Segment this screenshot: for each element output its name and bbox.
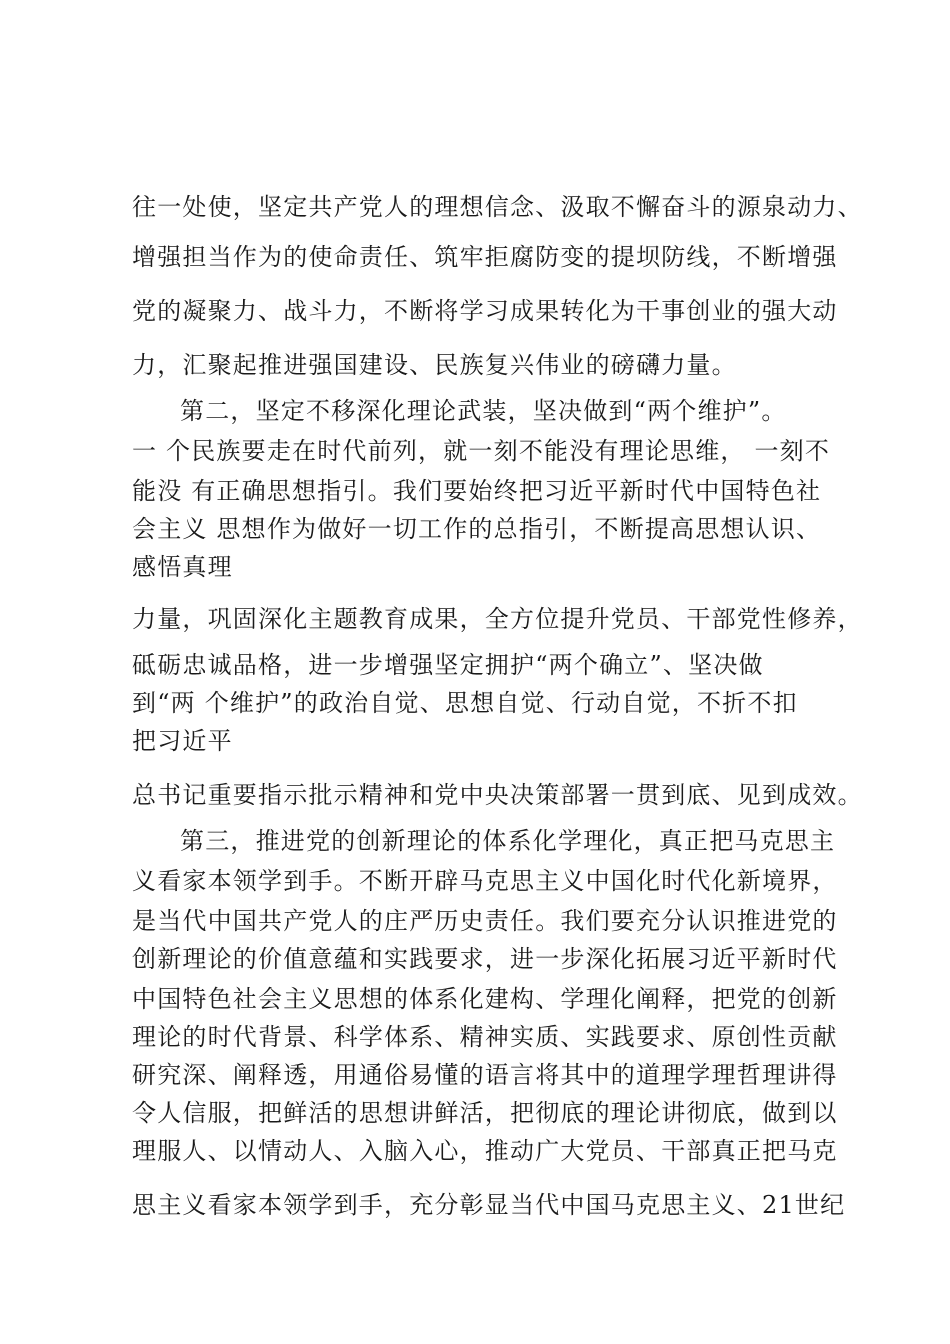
text-line: 义看家本领学到手。不断开辟马克思主义中国化时代化新境界， [132,867,838,895]
text-line: 是当代中国共产党人的庄严历史责任。我们要充分认识推进党的 [132,907,838,935]
text-line: 令人信服，把鲜活的思想讲鲜活，把彻底的理论讲彻底，做到以 [132,1099,838,1127]
text-line: 党的凝聚力、战斗力，不断将学习成果转化为干事创业的强大动 [132,297,838,325]
text-line: 把习近平 [132,727,233,755]
text-line: 思主义看家本领学到手，充分彰显当代中国马克思主义、21世纪 [132,1191,846,1219]
text-line: 增强担当作为的使命责任、筑牢拒腐防变的提坝防线，不断增强 [132,243,838,271]
text-line: 一 个民族要走在时代前列，就一刻不能没有理论思维， 一刻不 [132,437,831,465]
text-line: 创新理论的价值意蕴和实践要求，进一步深化拓展习近平新时代 [132,945,838,973]
text-line: 感悟真理 [132,553,233,581]
text-line: 总书记重要指示批示精神和党中央决策部署一贯到底、见到成效。 [132,781,863,809]
text-line: 往一处使，坚定共产党人的理想信念、汲取不懈奋斗的源泉动力、 [132,193,863,221]
text-line: 中国特色社会主义思想的体系化建构、学理化阐释，把党的创新 [132,985,838,1013]
text-line: 理服人、以情动人、入脑入心，推动广大党员、干部真正把马克 [132,1137,838,1165]
text-line: 能没 有正确思想指引。我们要始终把习近平新时代中国特色社 [132,477,822,505]
text-line: 到“两 个维护”的政治自觉、思想自觉、行动自觉，不折不扣 [132,689,798,717]
text-line: 力，汇聚起推进强国建设、民族复兴伟业的磅礴力量。 [132,351,737,379]
text-line: 研究深、阐释透，用通俗易懂的语言将其中的道理学理哲理讲得 [132,1061,838,1089]
paragraph-heading: 第二，坚定不移深化理论武装，坚决做到“两个维护”。 [180,397,787,425]
text-line: 力量，巩固深化主题教育成果，全方位提升党员、干部党性修养， [132,605,863,633]
text-line: 砥砺忠诚品格，进一步增强坚定拥护“两个确立”、坚决做 [132,651,764,679]
text-line: 理论的时代背景、科学体系、精神实质、实践要求、原创性贡献 [132,1023,838,1051]
paragraph-heading: 第三，推进党的创新理论的体系化学理化，真正把马克思主 [180,827,836,855]
text-line: 会主义 思想作为做好一切工作的总指引，不断提高思想认识、 [132,515,822,543]
